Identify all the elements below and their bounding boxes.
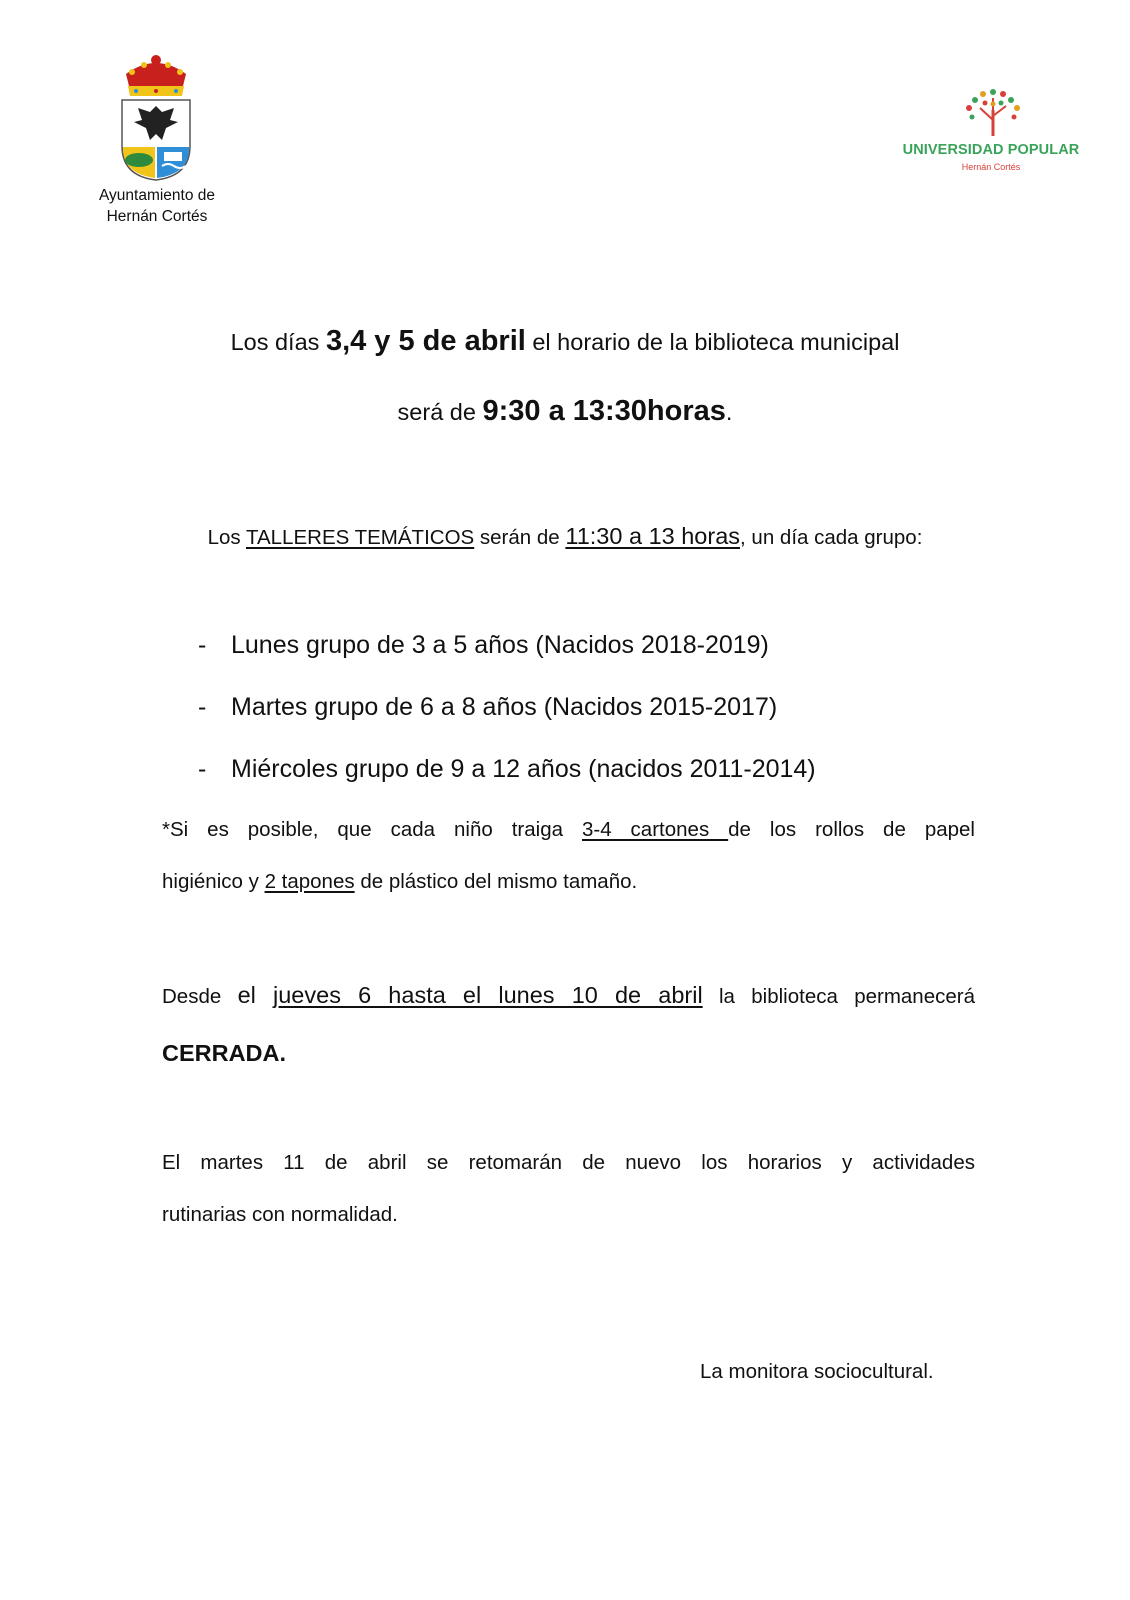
hours-period: . [725, 399, 733, 425]
closure-post: la biblioteca permanecerá [702, 985, 975, 1008]
resume-line2: rutinarias con normalidad. [162, 1203, 398, 1226]
materials-pre: *Si es posible, que cada niño traiga [162, 818, 582, 841]
universidad-popular-tree-logo [958, 86, 1028, 138]
municipal-crest-logo [116, 50, 196, 182]
schedule-text-end: el horario de la biblioteca municipal [525, 329, 900, 355]
closure-line [162, 980, 975, 1012]
bullet-dash: - [198, 693, 207, 721]
municipality-name-line1: Ayuntamiento de [98, 187, 216, 204]
materials-post: de los rollos de papel [728, 818, 975, 841]
universidad-popular-subtitle: Hernán Cortés [961, 162, 1021, 172]
group-monday: Lunes grupo de 3 a 5 años (Nacidos 2018-2019) [231, 631, 769, 659]
closure-dates: jueves 6 hasta el lunes 10 de abril [273, 982, 703, 1008]
materials-line2 [162, 867, 975, 897]
materials-line1 [162, 815, 975, 845]
list-item [198, 752, 816, 786]
closure-status: CERRADA. [162, 1040, 287, 1066]
workshops-mid: serán de [474, 526, 566, 549]
library-hours-line [0, 394, 1130, 429]
resume-line1: El martes 11 de abril se retomarán de nuevo los horarios y actividades [162, 1151, 975, 1174]
municipality-name-line2: Hernán Cortés [106, 208, 208, 225]
group-wednesday: Miércoles grupo de 9 a 12 años (nacidos 2011-2014) [231, 755, 816, 783]
list-item [198, 628, 769, 662]
closure-el: el [237, 982, 274, 1008]
closure-pre: Desde [162, 985, 238, 1008]
library-schedule-line [0, 324, 1130, 359]
schedule-dates: 3,4 y 5 de abril [325, 325, 526, 357]
signature: La monitora sociocultural. [700, 1360, 934, 1383]
workshops-pre: Los [207, 526, 246, 549]
materials-line2-post: de plástico del mismo tamaño. [354, 870, 638, 893]
group-tuesday: Martes grupo de 6 a 8 años (Nacidos 2015-2017) [231, 693, 778, 721]
list-item [198, 690, 777, 724]
workshops-post: , un día cada grupo: [740, 526, 923, 549]
materials-cartones: 3-4 cartones [581, 818, 729, 841]
library-hours: 9:30 a 13:30horas [482, 395, 726, 427]
workshops-line [0, 521, 1130, 553]
municipality-name [62, 185, 252, 227]
materials-line2-pre: higiénico y [162, 870, 265, 893]
schedule-text: Los días [230, 329, 326, 355]
workshops-time: 11:30 a 13 horas [565, 523, 741, 549]
universidad-popular-title: UNIVERSIDAD POPULAR [902, 142, 1080, 158]
bullet-dash: - [198, 631, 207, 659]
hours-text: será de [397, 399, 483, 425]
workshops-name: TALLERES TEMÁTICOS [245, 526, 475, 549]
bullet-dash: - [198, 755, 207, 783]
materials-tapones: 2 tapones [264, 870, 355, 893]
